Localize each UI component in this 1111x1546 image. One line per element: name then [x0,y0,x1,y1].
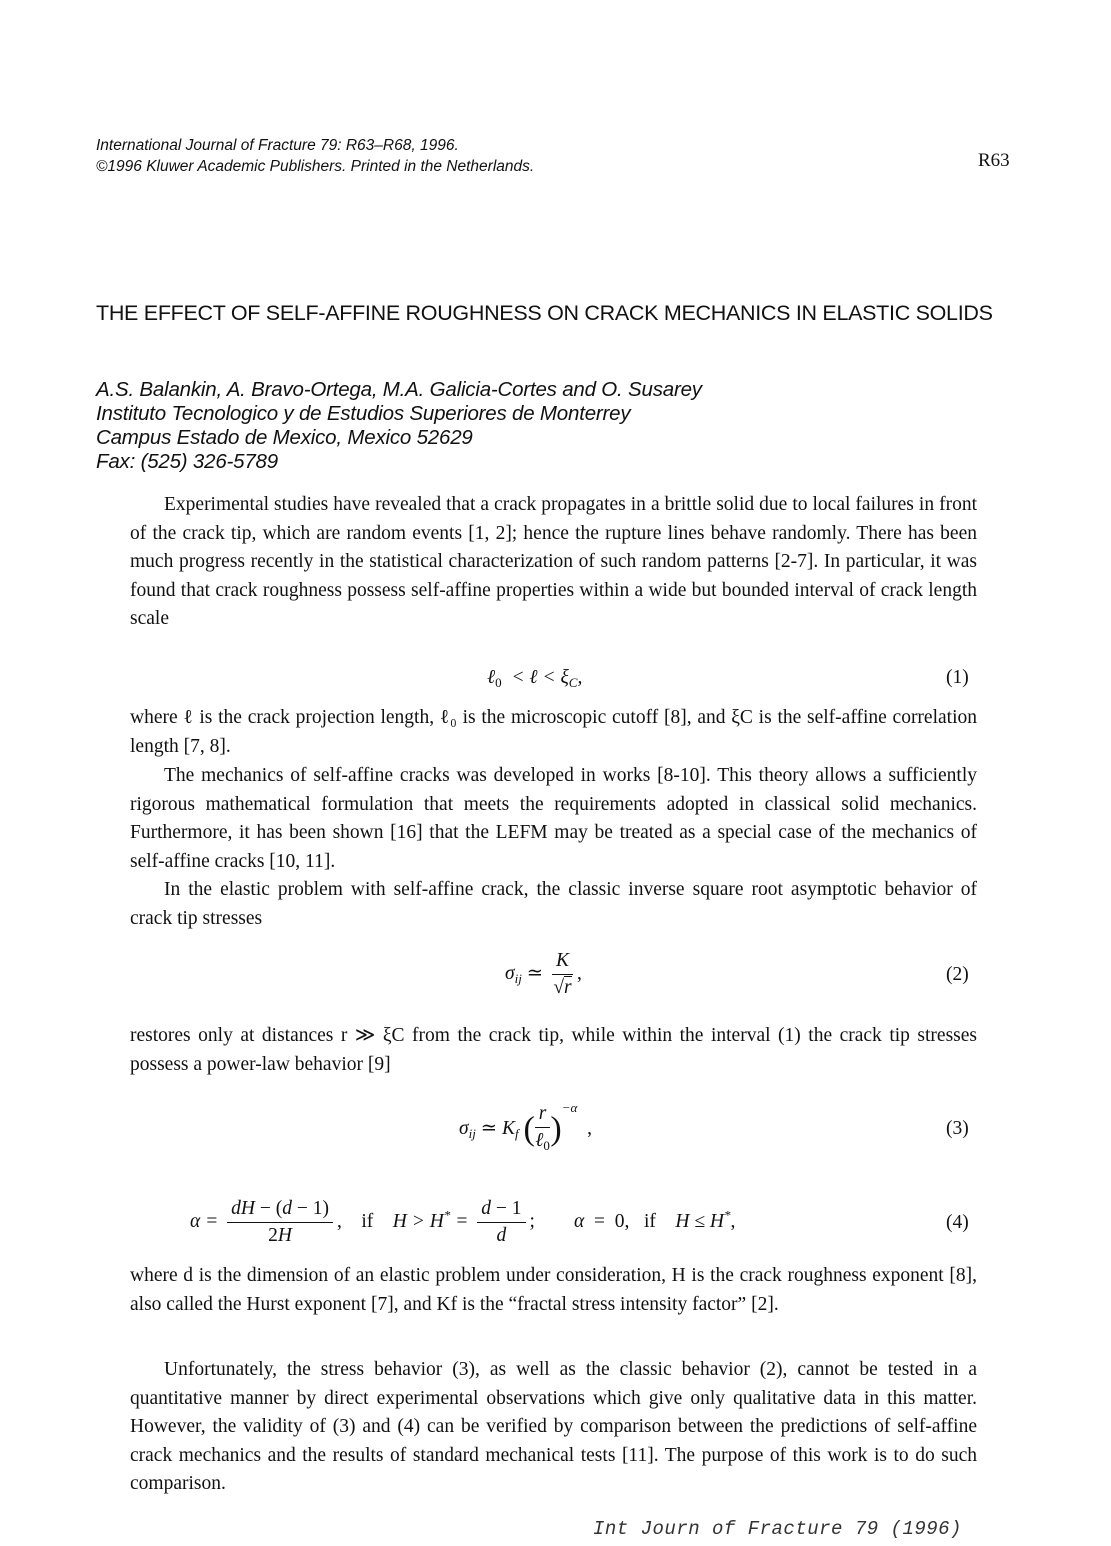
body-paragraph [130,876,977,933]
fax-number: Fax: (525) 326-5789 [96,450,278,473]
author-block [96,378,702,474]
paragraph-text: restores only at distances r ≫ ξC from the crack tip, while within the interval (1) the crack tip stresses possess a power-law behavior [9] [130,1025,977,1075]
equation-2-number: (2) [946,964,969,985]
equation-4: α = $\frac{dH - (d - 1)}{2H}$ , if H > H* = $\frac{d - 1}{d}$ ; α = 0, if H ≤ H*, [190,1198,736,1246]
equation-1-number: (1) [946,667,969,688]
equation-3-number: (3) [946,1118,969,1139]
affiliation-campus: Campus Estado de Mexico, Mexico 52629 [96,426,473,449]
paragraph-text: The mechanics of self-affine cracks was developed in works [8-10]. This theory allows a sufficiently rigorous mathematical formulation that meets the requirements adopted in classical solid mechanics. Furthermore, it has been shown [16] that the LEFM may be treated as a special case of the mechanics of self-affine cracks [10, 11]. [130,765,977,872]
body-paragraph [130,491,977,634]
body-paragraph [130,1022,977,1079]
footer-stamp: Int Journ of Fracture 79 (1996) [593,1518,962,1540]
author-list: A.S. Balankin, A. Bravo-Ortega, M.A. Galicia-Cortes and O. Susarey [96,378,702,401]
paragraph-text: In the elastic problem with self-affine crack, the classic inverse square root asymptotic behavior of crack tip stresses [130,879,977,929]
paragraph-text: where d is the dimension of an elastic problem under consideration, H is the crack roughness exponent [8], also called the Hurst exponent [7], and Kf is the “fractal stress intensity factor” [2]. [130,1265,977,1315]
page-number: R63 [978,150,1010,171]
paragraph-text: Experimental studies have revealed that a crack propagates in a brittle solid due to local failures in front of the crack tip, which are random events [1, 2]; hence the rupture lines behave randomly. There has been much progress recently in the statistical characterization of such random patterns [2-7]. In particular, it was found that crack roughness possess self-affine properties within a wide but bounded interval of crack length scale [130,494,977,630]
copyright-line: ©1996 Kluwer Academic Publishers. Printed in the Netherlands. [96,158,535,175]
affiliation-institution: Instituto Tecnologico y de Estudios Superiores de Monterrey [96,402,631,425]
paragraph-text: where ℓ is the crack projection length, ℓ₀ is the microscopic cutoff [8], and ξC is the self-affine correlation length [7, 8]. [130,707,977,757]
article-title: THE EFFECT OF SELF-AFFINE ROUGHNESS ON CRACK MECHANICS IN ELASTIC SOLIDS [96,301,993,325]
equation-2: $\sigma_{ij}$ ≃ $\frac{K}{√r}$ , [505,950,582,998]
equation-4-number: (4) [946,1212,969,1233]
paragraph-text: Unfortunately, the stress behavior (3), as well as the classic behavior (2), cannot be tested in a quantitative manner by direct experimental observations which give only qualitative data in this matter. However, the validity of (3) and (4) can be verified by comparison between the predictions of self-affine crack mechanics and the results of standard mechanical tests [11]. The purpose of this work is to do such comparison. [130,1359,977,1495]
body-paragraph [130,1262,977,1319]
body-paragraph [130,704,977,761]
body-paragraph [130,762,977,876]
equation-1: ℓ$_0$ < ℓ < $\xi_C$, [487,667,583,690]
body-paragraph [130,1356,977,1499]
journal-citation: International Journal of Fracture 79: R63–R68, 1996. [96,137,459,154]
equation-3: $\sigma_{ij}$ ≃ $K_f$ ( $\frac{r}{\ell_0}$ )$^{-\alpha}$ , [459,1100,592,1153]
